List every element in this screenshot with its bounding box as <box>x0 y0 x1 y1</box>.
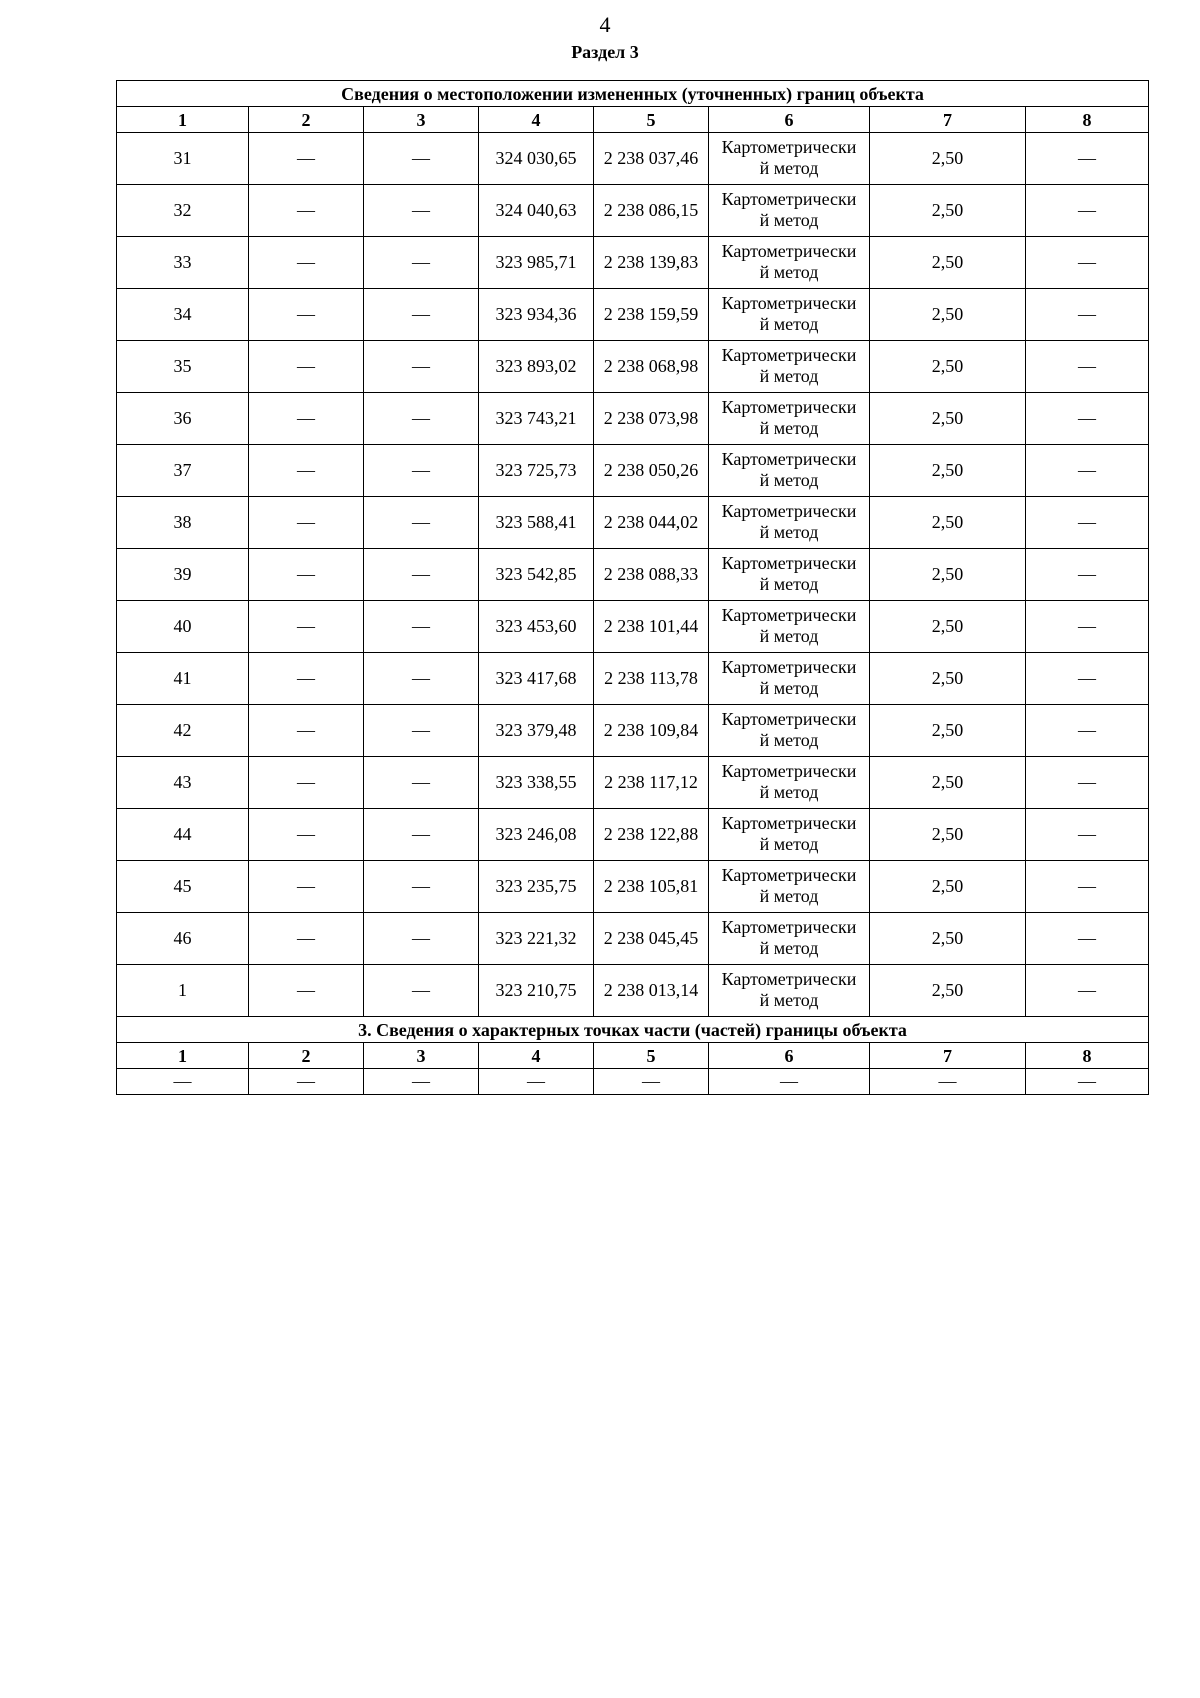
table-row <box>117 393 1149 445</box>
table-cell-c8: — <box>1026 133 1149 185</box>
table-cell-c8: — <box>1026 757 1149 809</box>
table-cell-c3: — <box>364 653 479 705</box>
table-cell-c5: 2 238 044,02 <box>594 497 709 549</box>
method-line-2: й метод <box>759 365 819 386</box>
table-row <box>117 965 1149 1017</box>
table-cell-c4: 323 417,68 <box>479 653 594 705</box>
method-line-1: Картометрически <box>721 448 857 469</box>
method-cell <box>709 913 870 965</box>
table1-header-cell: 2 <box>249 107 364 133</box>
method-line-1: Картометрически <box>721 864 857 885</box>
method-line-1: Картометрически <box>721 604 857 625</box>
table1-header-row <box>117 107 1149 133</box>
table-cell-c4: 323 221,32 <box>479 913 594 965</box>
method-cell <box>709 861 870 913</box>
table-cell-c5: 2 238 122,88 <box>594 809 709 861</box>
table-cell-c1: 32 <box>117 185 249 237</box>
table-cell-c1: 37 <box>117 445 249 497</box>
table-cell-c7: 2,50 <box>870 965 1026 1017</box>
table-cell-c4: 324 040,63 <box>479 185 594 237</box>
table-cell-c2: — <box>249 341 364 393</box>
table-cell-c8: — <box>1026 445 1149 497</box>
table1-header-cell: 1 <box>117 107 249 133</box>
method-cell <box>709 497 870 549</box>
table-row <box>117 445 1149 497</box>
table-cell-c2: — <box>249 289 364 341</box>
table1-caption-row <box>117 81 1149 107</box>
method-line-2: й метод <box>759 989 819 1010</box>
method-line-1: Картометрически <box>721 656 857 677</box>
method-line-2: й метод <box>759 209 819 230</box>
method-line-1: Картометрически <box>721 292 857 313</box>
table-cell-c7: 2,50 <box>870 549 1026 601</box>
table-cell-c1: 39 <box>117 549 249 601</box>
table-cell-c8: — <box>1026 549 1149 601</box>
table-cell-c5: 2 238 088,33 <box>594 549 709 601</box>
table-cell-c3: — <box>364 237 479 289</box>
table-cell-c8: — <box>1026 653 1149 705</box>
method-cell <box>709 289 870 341</box>
table2-cell: — <box>709 1069 870 1095</box>
method-cell <box>709 809 870 861</box>
table2-header-row <box>117 1043 1149 1069</box>
table-cell-c4: 323 542,85 <box>479 549 594 601</box>
page-number: 4 <box>599 12 611 37</box>
table-row <box>117 497 1149 549</box>
method-cell <box>709 133 870 185</box>
table-cell-c4: 323 934,36 <box>479 289 594 341</box>
table-cell-c3: — <box>364 341 479 393</box>
table-cell-c1: 38 <box>117 497 249 549</box>
table-cell-c8: — <box>1026 185 1149 237</box>
table-cell-c8: — <box>1026 497 1149 549</box>
section-title: Раздел 3 <box>571 42 639 62</box>
table-cell-c7: 2,50 <box>870 289 1026 341</box>
method-line-2: й метод <box>759 417 819 438</box>
table-cell-c3: — <box>364 705 479 757</box>
table-row <box>117 341 1149 393</box>
table-cell-c1: 40 <box>117 601 249 653</box>
method-line-1: Картометрически <box>721 396 857 417</box>
method-cell <box>709 601 870 653</box>
table-cell-c8: — <box>1026 809 1149 861</box>
table-cell-c7: 2,50 <box>870 757 1026 809</box>
table-cell-c4: 323 338,55 <box>479 757 594 809</box>
method-line-2: й метод <box>759 261 819 282</box>
table-cell-c7: 2,50 <box>870 445 1026 497</box>
table-cell-c8: — <box>1026 341 1149 393</box>
table-cell-c3: — <box>364 185 479 237</box>
table-cell-c5: 2 238 045,45 <box>594 913 709 965</box>
method-cell <box>709 445 870 497</box>
table-cell-c4: 323 985,71 <box>479 237 594 289</box>
table1-header-cell: 3 <box>364 107 479 133</box>
table-cell-c3: — <box>364 601 479 653</box>
table-row <box>117 185 1149 237</box>
method-cell <box>709 653 870 705</box>
boundary-coordinates-table <box>116 80 1149 1095</box>
table-cell-c5: 2 238 159,59 <box>594 289 709 341</box>
method-line-1: Картометрически <box>721 916 857 937</box>
table-cell-c7: 2,50 <box>870 861 1026 913</box>
table-cell-c2: — <box>249 965 364 1017</box>
table1-caption: Сведения о местоположении измененных (уточненных) границ объекта <box>117 81 1149 107</box>
table-cell-c4: 323 893,02 <box>479 341 594 393</box>
table-cell-c8: — <box>1026 237 1149 289</box>
table-cell-c7: 2,50 <box>870 393 1026 445</box>
method-line-2: й метод <box>759 833 819 854</box>
table-cell-c2: — <box>249 861 364 913</box>
table-cell-c5: 2 238 086,15 <box>594 185 709 237</box>
table1-header-cell: 4 <box>479 107 594 133</box>
method-line-2: й метод <box>759 157 819 178</box>
method-line-1: Картометрически <box>721 344 857 365</box>
table-cell-c1: 45 <box>117 861 249 913</box>
table-cell-c5: 2 238 101,44 <box>594 601 709 653</box>
table-cell-c3: — <box>364 757 479 809</box>
table-row <box>117 653 1149 705</box>
table-cell-c1: 1 <box>117 965 249 1017</box>
table2-cell: — <box>249 1069 364 1095</box>
table2-cell: — <box>479 1069 594 1095</box>
table-cell-c1: 36 <box>117 393 249 445</box>
table-cell-c1: 46 <box>117 913 249 965</box>
method-line-1: Картометрически <box>721 136 857 157</box>
table-cell-c4: 323 379,48 <box>479 705 594 757</box>
method-cell <box>709 965 870 1017</box>
table-cell-c7: 2,50 <box>870 809 1026 861</box>
table-cell-c8: — <box>1026 601 1149 653</box>
table-cell-c2: — <box>249 653 364 705</box>
table-row <box>117 289 1149 341</box>
table2-caption: 3. Сведения о характерных точках части (частей) границы объекта <box>117 1017 1149 1043</box>
table-cell-c4: 323 210,75 <box>479 965 594 1017</box>
table-cell-c1: 35 <box>117 341 249 393</box>
table-cell-c1: 31 <box>117 133 249 185</box>
table2-header-cell: 6 <box>709 1043 870 1069</box>
table-cell-c1: 42 <box>117 705 249 757</box>
method-line-1: Картометрически <box>721 708 857 729</box>
table-cell-c3: — <box>364 549 479 601</box>
table-cell-c5: 2 238 068,98 <box>594 341 709 393</box>
method-line-1: Картометрически <box>721 968 857 989</box>
table-cell-c3: — <box>364 861 479 913</box>
table-cell-c5: 2 238 037,46 <box>594 133 709 185</box>
table-cell-c5: 2 238 105,81 <box>594 861 709 913</box>
table-cell-c5: 2 238 109,84 <box>594 705 709 757</box>
method-cell <box>709 393 870 445</box>
table-cell-c1: 44 <box>117 809 249 861</box>
table-cell-c4: 323 725,73 <box>479 445 594 497</box>
method-line-2: й метод <box>759 677 819 698</box>
table-row <box>117 705 1149 757</box>
method-cell <box>709 549 870 601</box>
table-cell-c3: — <box>364 445 479 497</box>
table-cell-c1: 43 <box>117 757 249 809</box>
method-line-2: й метод <box>759 313 819 334</box>
table2-header-cell: 5 <box>594 1043 709 1069</box>
table-cell-c2: — <box>249 497 364 549</box>
table-cell-c7: 2,50 <box>870 133 1026 185</box>
table-cell-c7: 2,50 <box>870 913 1026 965</box>
table-cell-c3: — <box>364 393 479 445</box>
table2-row <box>117 1069 1149 1095</box>
method-line-2: й метод <box>759 885 819 906</box>
table-cell-c4: 323 235,75 <box>479 861 594 913</box>
table-cell-c4: 324 030,65 <box>479 133 594 185</box>
table-row <box>117 601 1149 653</box>
method-line-2: й метод <box>759 469 819 490</box>
table-body <box>117 81 1149 1095</box>
table-cell-c4: 323 743,21 <box>479 393 594 445</box>
table-row <box>117 913 1149 965</box>
method-line-2: й метод <box>759 625 819 646</box>
table-cell-c8: — <box>1026 393 1149 445</box>
table2-header-cell: 3 <box>364 1043 479 1069</box>
method-cell <box>709 757 870 809</box>
table-cell-c2: — <box>249 445 364 497</box>
table2-header-cell: 4 <box>479 1043 594 1069</box>
table1-header-cell: 7 <box>870 107 1026 133</box>
table2-cell: — <box>870 1069 1026 1095</box>
table-cell-c8: — <box>1026 861 1149 913</box>
table-cell-c3: — <box>364 133 479 185</box>
table-row <box>117 237 1149 289</box>
table-cell-c8: — <box>1026 705 1149 757</box>
method-line-2: й метод <box>759 521 819 542</box>
table-cell-c5: 2 238 113,78 <box>594 653 709 705</box>
table-cell-c2: — <box>249 133 364 185</box>
table-cell-c2: — <box>249 705 364 757</box>
table1-header-cell: 8 <box>1026 107 1149 133</box>
table-cell-c7: 2,50 <box>870 341 1026 393</box>
table-cell-c7: 2,50 <box>870 705 1026 757</box>
method-line-1: Картометрически <box>721 188 857 209</box>
table2-cell: — <box>594 1069 709 1095</box>
method-cell <box>709 341 870 393</box>
table-cell-c7: 2,50 <box>870 185 1026 237</box>
table-cell-c8: — <box>1026 965 1149 1017</box>
table-cell-c3: — <box>364 809 479 861</box>
table-cell-c2: — <box>249 809 364 861</box>
method-cell <box>709 705 870 757</box>
table-cell-c1: 41 <box>117 653 249 705</box>
table-cell-c1: 34 <box>117 289 249 341</box>
table-cell-c7: 2,50 <box>870 497 1026 549</box>
table-cell-c5: 2 238 117,12 <box>594 757 709 809</box>
table2-cell: — <box>117 1069 249 1095</box>
table-cell-c2: — <box>249 393 364 445</box>
table-cell-c5: 2 238 050,26 <box>594 445 709 497</box>
table-row <box>117 133 1149 185</box>
table-cell-c5: 2 238 013,14 <box>594 965 709 1017</box>
table-cell-c3: — <box>364 497 479 549</box>
table-cell-c4: 323 246,08 <box>479 809 594 861</box>
table2-cell: — <box>364 1069 479 1095</box>
method-line-2: й метод <box>759 573 819 594</box>
method-line-1: Картометрически <box>721 500 857 521</box>
table-cell-c2: — <box>249 757 364 809</box>
table-cell-c5: 2 238 073,98 <box>594 393 709 445</box>
table-row <box>117 757 1149 809</box>
method-line-2: й метод <box>759 729 819 750</box>
table-cell-c2: — <box>249 913 364 965</box>
table2-header-cell: 1 <box>117 1043 249 1069</box>
table2-caption-row <box>117 1017 1149 1043</box>
table-cell-c4: 323 588,41 <box>479 497 594 549</box>
table-cell-c7: 2,50 <box>870 237 1026 289</box>
table-cell-c3: — <box>364 965 479 1017</box>
table-cell-c1: 33 <box>117 237 249 289</box>
table2-cell: — <box>1026 1069 1149 1095</box>
table-cell-c2: — <box>249 185 364 237</box>
method-cell <box>709 237 870 289</box>
table-cell-c4: 323 453,60 <box>479 601 594 653</box>
table-cell-c8: — <box>1026 289 1149 341</box>
table-cell-c3: — <box>364 289 479 341</box>
method-line-2: й метод <box>759 937 819 958</box>
method-line-1: Картометрически <box>721 240 857 261</box>
table-row <box>117 809 1149 861</box>
table-cell-c2: — <box>249 237 364 289</box>
table-cell-c8: — <box>1026 913 1149 965</box>
table1-header-cell: 5 <box>594 107 709 133</box>
method-line-1: Картометрически <box>721 552 857 573</box>
table-cell-c5: 2 238 139,83 <box>594 237 709 289</box>
table-cell-c2: — <box>249 549 364 601</box>
table2-header-cell: 2 <box>249 1043 364 1069</box>
method-line-2: й метод <box>759 781 819 802</box>
table-cell-c3: — <box>364 913 479 965</box>
table1-header-cell: 6 <box>709 107 870 133</box>
table-cell-c7: 2,50 <box>870 653 1026 705</box>
table2-header-cell: 7 <box>870 1043 1026 1069</box>
table-cell-c2: — <box>249 601 364 653</box>
table-row <box>117 549 1149 601</box>
method-line-1: Картометрически <box>721 760 857 781</box>
method-line-1: Картометрически <box>721 812 857 833</box>
table-row <box>117 861 1149 913</box>
method-cell <box>709 185 870 237</box>
table2-header-cell: 8 <box>1026 1043 1149 1069</box>
table-cell-c7: 2,50 <box>870 601 1026 653</box>
